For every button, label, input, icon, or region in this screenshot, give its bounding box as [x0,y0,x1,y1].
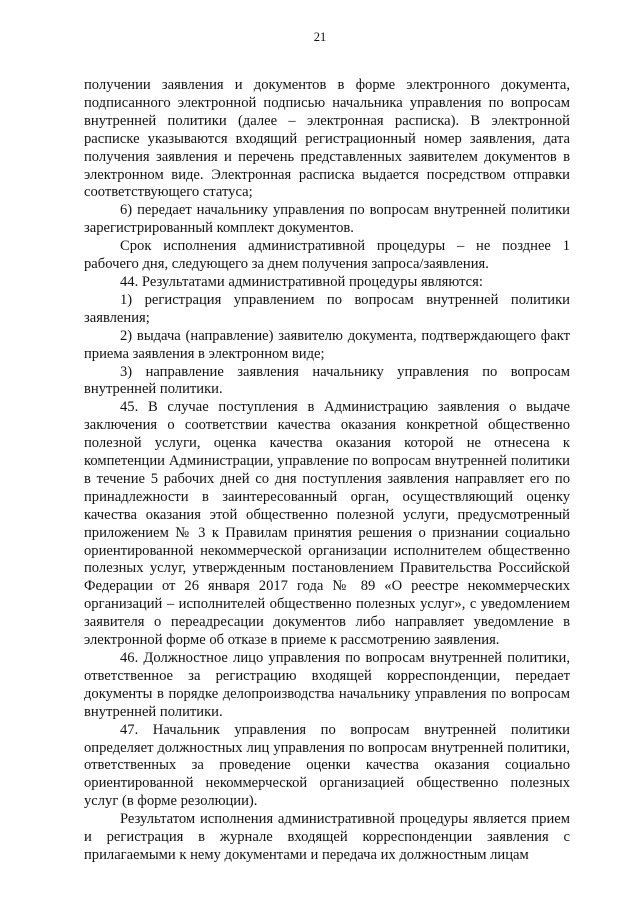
paragraph-44-item-1: 1) регистрация управлением по вопросам внутренней политики заявления; [84,291,570,326]
paragraph-47: 47. Начальник управления по вопросам внутренней политики определяет должностных лиц управления по вопросам внутренней политики, ответственных за проведение оценки качества оказания социально ориентированной некоммерческой организацией общественно полезных услуг (в форме резолюции). [84,721,570,810]
paragraph-45: 45. В случае поступления в Администрацию заявления о выдаче заключения о соответствии качества оказания конкретной общественно полезной услуги, оценка качества оказания которой не отнесена к компетенции Администрации, управление по вопросам внутренней политики в течение 5 рабочих дней со дня поступления заявления направляет его по принадлежности в заинтересованный орган, осуществляющий оценку качества оказания этой общественно полезной услуги, предусмотренный приложением № 3 к Правилам принятия решения о признании социально ориентированной некоммерческой организации исполнителем общественно полезных услуг, утвержденным постановлением Правительства Российской Федерации от 26 января 2017 года № 89 «О реестре некоммерческих организаций – исполнителей общественно полезных услуг», с уведомлением заявителя о переадресации документов либо направляет уведомление в электронной форме об отказе в приеме к рассмотрению заявления. [84,399,570,649]
paragraph-item-6: 6) передает начальнику управления по вопросам внутренней политики зарегистрированный комплект документов. [84,202,570,237]
paragraph-deadline: Срок исполнения административной процедуры – не позднее 1 рабочего дня, следующего за днем получения запроса/заявления. [84,238,570,273]
paragraph-continuation: получении заявления и документов в форме электронного документа, подписанного электронной подписью начальника управления по вопросам внутренней политики (далее – электронная расписка). В электронной расписке указываются входящий регистрационный номер заявления, дата получения заявления и перечень представленных заявителем документов в электронном виде. Электронная расписка выдается посредством отправки соответствующего статуса; [84,77,570,201]
paragraph-44-item-3: 3) направление заявления начальнику управления по вопросам внутренней политики. [84,363,570,398]
paragraph-44: 44. Результатами административной процедуры являются: [120,273,483,290]
paragraph-result: Результатом исполнения административной процедуры является прием и регистрация в журнале входящей корреспонденции заявления с прилагаемыми к нему документами и передача их должностным лицам [84,811,570,863]
paragraph-44-item-2: 2) выдача (направление) заявителю документа, подтверждающего факт приема заявления в электронном виде; [84,327,570,362]
document-body [84,77,570,865]
page-number: 21 [313,30,327,44]
paragraph-46: 46. Должностное лицо управления по вопросам внутренней политики, ответственное за регистрацию входящей корреспонденции, передает документы в порядке делопроизводства начальнику управления по вопросам внутренней политики. [84,650,570,720]
